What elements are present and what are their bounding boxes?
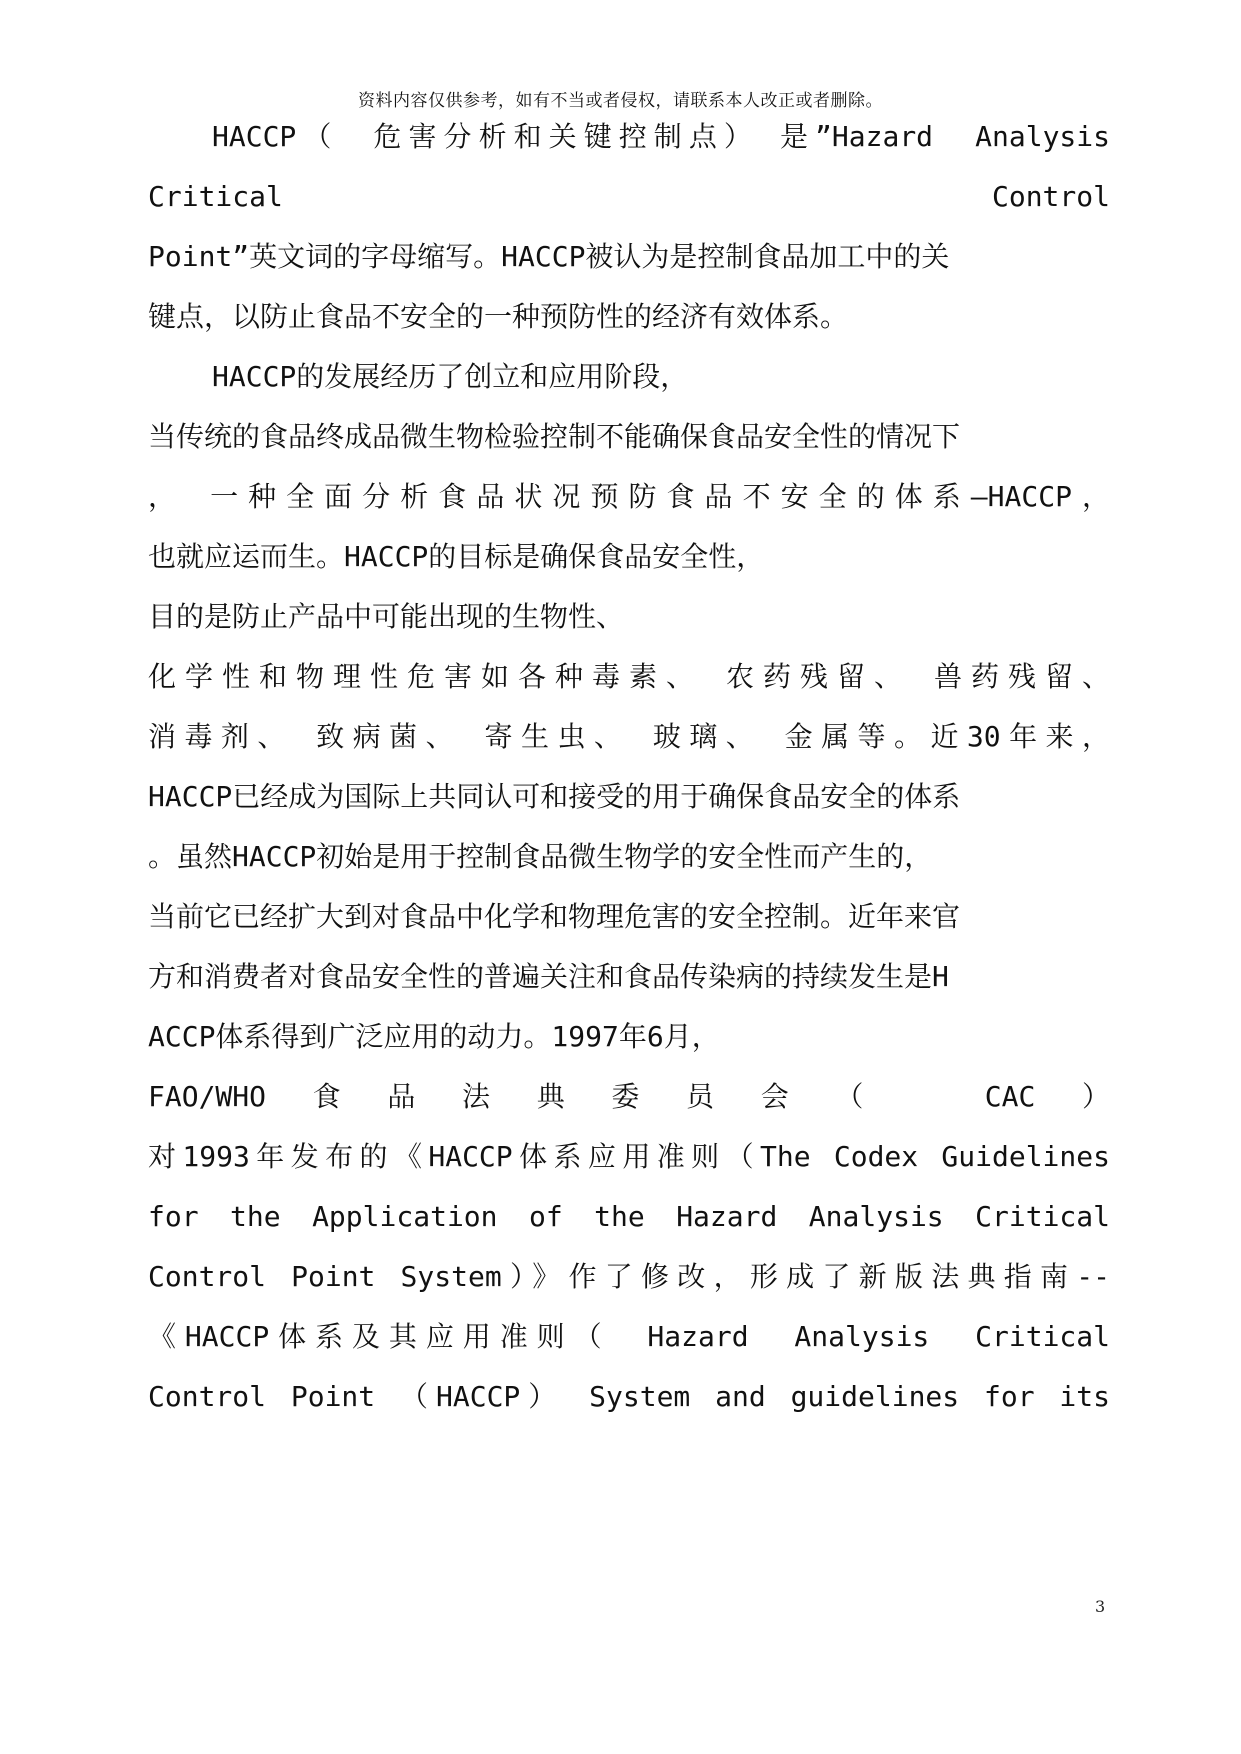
page-header-notice: 资料内容仅供参考，如有不当或者侵权，请联系本人改正或者删除。	[358, 91, 883, 111]
text-line: ， 一种全面分析食品状况预防食品不安全的体系—HACCP，	[148, 480, 1110, 513]
text-line: 目的是防止产品中可能出现的生物性、	[148, 600, 625, 633]
page-number: 3	[1095, 1597, 1106, 1616]
text-line: for the Application of the Hazard Analysis Critical	[148, 1200, 1110, 1233]
text-line: Control Point System）》作了修改，形成了新版法典指南--	[148, 1260, 1110, 1293]
text-line: FAO/WHO食品法典委员会（ CAC）	[148, 1080, 1110, 1113]
text-line: 也就应运而生。HACCP的目标是确保食品安全性，	[148, 540, 765, 573]
text-line: HACCP已经成为国际上共同认可和接受的用于确保食品安全的体系	[148, 780, 961, 813]
text-line: 当前它已经扩大到对食品中化学和物理危害的安全控制。近年来官	[148, 900, 961, 933]
text-line: HACCP（ 危害分析和关键控制点） 是”Hazard Analysis	[212, 120, 1110, 153]
text-line: 消毒剂、 致病菌、 寄生虫、 玻璃、 金属等。近30年来，	[148, 720, 1110, 753]
text-line: Control Point （HACCP） System and guidelines for its	[148, 1380, 1110, 1413]
text-line: 。虽然HACCP初始是用于控制食品微生物学的安全性而产生的，	[148, 840, 933, 873]
text-line: ACCP体系得到广泛应用的动力。1997年6月，	[148, 1020, 720, 1053]
text-line: 方和消费者对食品安全性的普遍关注和食品传染病的持续发生是H	[148, 960, 949, 993]
text-line: 键点，以防止食品不安全的一种预防性的经济有效体系。	[148, 300, 849, 333]
text-line: 化学性和物理性危害如各种毒素、 农药残留、 兽药残留、	[148, 660, 1110, 693]
text-line: Critical Control	[148, 180, 1110, 213]
text-line: HACCP的发展经历了创立和应用阶段，	[212, 360, 689, 393]
text-line: 《HACCP体系及其应用准则（ Hazard Analysis Critical	[148, 1320, 1110, 1353]
text-line: 对1993年发布的《HACCP体系应用准则（The Codex Guidelines	[148, 1140, 1110, 1173]
text-line: Point”英文词的字母缩写。HACCP被认为是控制食品加工中的关	[148, 240, 950, 273]
text-line: 当传统的食品终成品微生物检验控制不能确保食品安全性的情况下	[148, 420, 961, 453]
